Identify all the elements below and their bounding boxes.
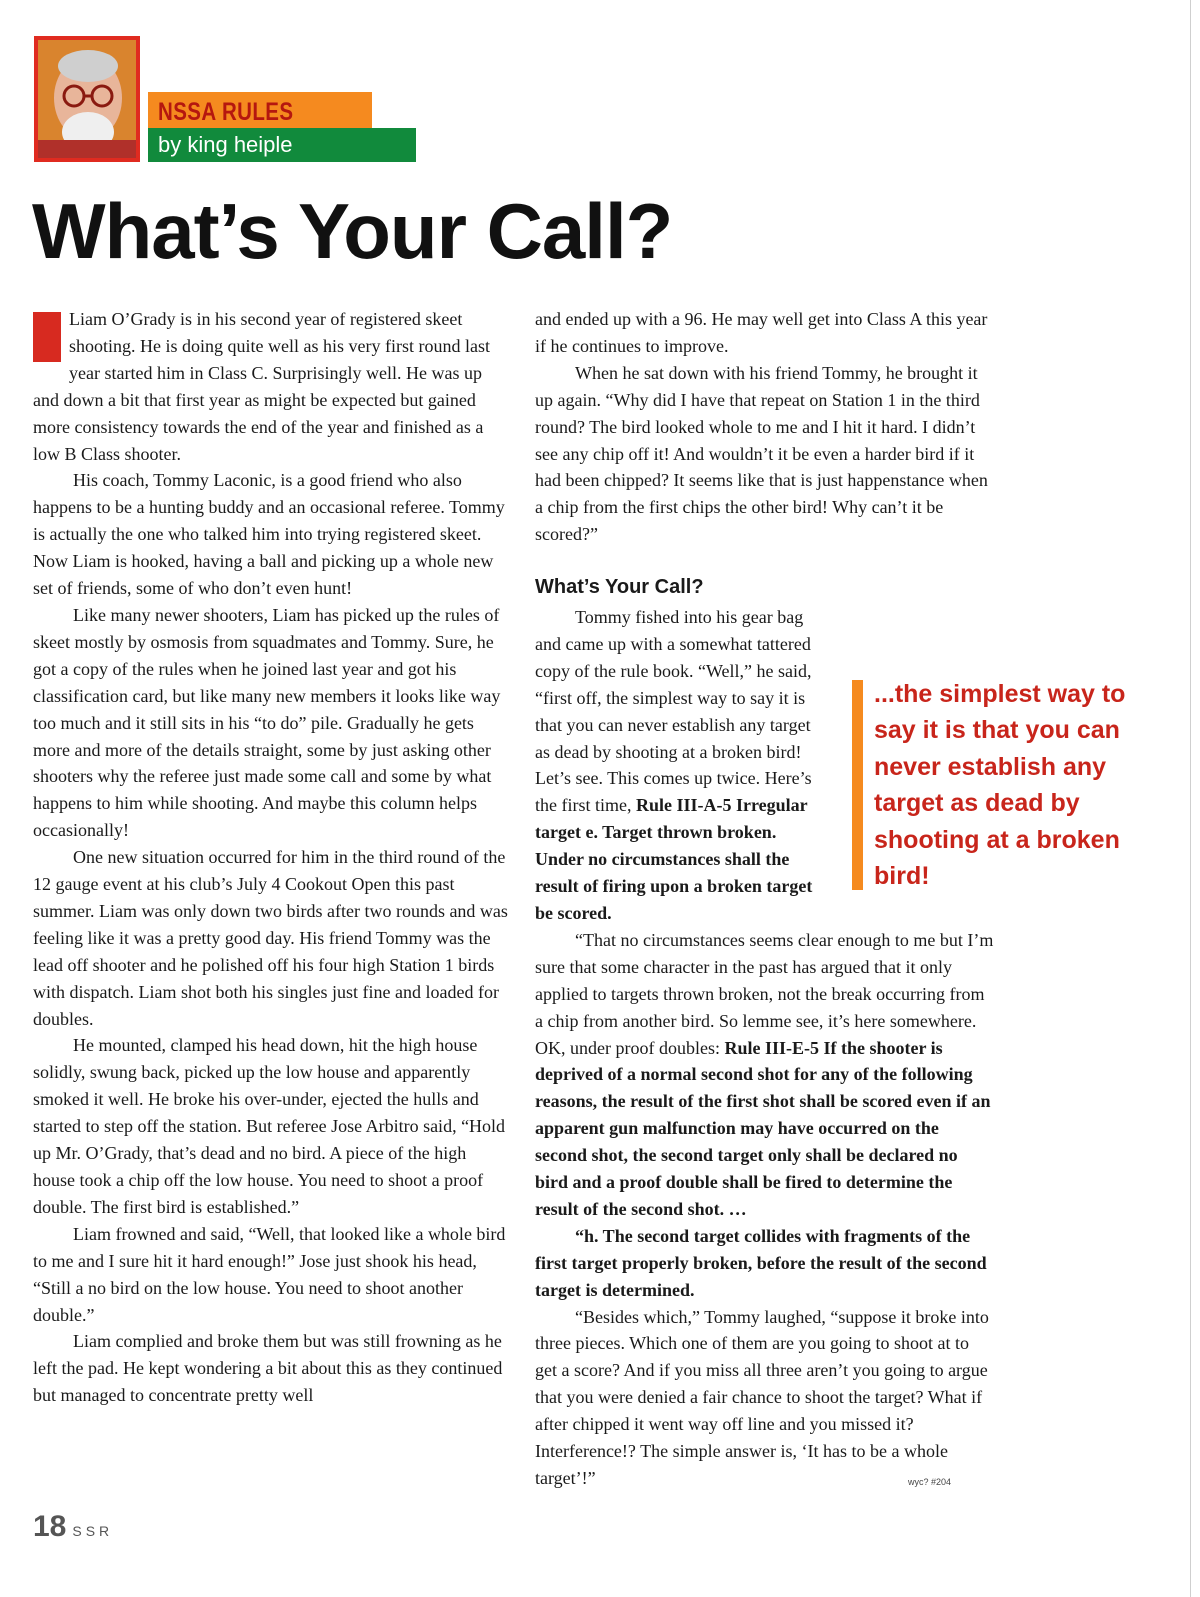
rule-text: Rule III-A-5 Irregular target e. Target thrown broken. Under no circumstances shall the result of firing upon a broken target be scored. <box>535 795 813 923</box>
paragraph: “Besides which,” Tommy laughed, “suppose it broke into three pieces. Which one of them are you going to shoot at to get a score? And if you miss all three aren’t you going to argue that you were denied a fair chance to shoot the target? What if after chipped it went way off line and you missed it? Interference!? The simple answer is, ‘It has to be a whole target’!” <box>535 1306 989 1488</box>
drop-cap <box>33 312 61 362</box>
paragraph: One new situation occurred for him in the third round of the 12 gauge event at his club’s July 4 Cookout Open this past summer. Liam was only down two birds after two rounds and was feeling like it was a pretty good day. His friend Tommy was the lead off shooter and he polished off his four high Station 1 birds with dispatch. Liam shot both his singles just fine and loaded for doubles. <box>33 847 508 1029</box>
rule-text: Rule III-E-5 If the shooter is deprived of a normal second shot for any of the following reasons, the result of the first shot shall be scored even if an apparent gun malfunction may have occurred on the second shot, the second target only shall be declared no bird and a proof double shall be fired to determine the result of the second shot. … <box>535 1037 991 1219</box>
rule-paragraph <box>535 1223 995 1304</box>
page-footer <box>33 1510 113 1544</box>
paragraph: Liam complied and broke them but was still frowning as he left the pad. He kept wondering a bit about this as they continued but managed to concentrate pretty well <box>33 1331 503 1406</box>
paragraph: and ended up with a 96. He may well get into Class A this year if he continues to improve. <box>535 309 988 356</box>
rule-text: “h. The second target collides with fragments of the first target properly broken, before the result of the second target is determined. <box>535 1225 987 1300</box>
right-column <box>535 306 995 601</box>
paragraph: Liam frowned and said, “Well, that looked like a whole bird to me and I sure hit it hard enough!” Jose just shook his head, “Still a no bird on the low house. You need to shoot another double.” <box>33 1223 506 1325</box>
paragraph: Liam O’Grady is in his second year of registered skeet shooting. He is doing quite well as his very first round last year started him in Class C. Surprisingly well. He was up and down a bit that first year as might be expected but gained more consistency towards the end of the year and finished as a low B Class shooter. <box>33 309 490 464</box>
paragraph-text: Tommy fished into his gear bag and came up with a somewhat tattered copy of the rule book. “Well,” he said, “first off, the simplest way to say it is that you can never establish any target as dead by shooting at a broken bird! Let’s see. This comes up twice. Here’s the first time, <box>535 607 812 816</box>
paragraph-text: “That no circumstances seems clear enough to me but I’m sure that some character in the past has argued that it only applied to targets thrown broken, not the break occurring from a chip from another bird. So lemme see, it’s here somewhere. OK, under proof doubles: <box>535 929 994 1058</box>
paragraph <box>535 927 995 1223</box>
left-column <box>33 306 511 1409</box>
pull-quote: ...the simplest way to say it is that you can never establish any target as dead by shooting at a broken bird! <box>874 680 1126 891</box>
section-label: NSSA RULES <box>158 98 294 126</box>
page-edge <box>1190 0 1200 1597</box>
subheading: What’s Your Call? <box>535 576 704 599</box>
paragraph: His coach, Tommy Laconic, is a good friend who also happens to be a hunting buddy and an occasional referee. Tommy is actually the one who talked him into trying registered skeet. Now Liam is hooked, having a ball and picking up a whole new set of friends, some of who don’t even hunt! <box>33 470 505 599</box>
paragraph: Like many newer shooters, Liam has picked up the rules of skeet mostly by osmosis from squadmates and Tommy. Sure, he got a copy of the rules when he joined last year and got his classification card, but like many new members it looks like way too much and it still sits in his “to do” pile. Gradually he gets more and more of the details straight, some by just asking other shooters why the referee just made some call and some by what happens to him while shooting. And maybe this column helps occasionally! <box>33 604 501 841</box>
author-portrait-icon <box>38 40 136 158</box>
byline: by king heiple <box>158 132 293 157</box>
pull-quote-bar <box>852 680 863 890</box>
article-title: What’s Your Call? <box>32 187 673 275</box>
author-photo <box>34 36 140 162</box>
magazine-name: SSR <box>72 1523 114 1539</box>
page-number: 18 <box>33 1510 67 1543</box>
article-tag: wyc? #204 <box>908 1477 952 1487</box>
paragraph: He mounted, clamped his head down, hit the high house solidly, swung back, picked up the low house and apparently smoked it well. He broke his over-under, ejected the hulls and started to step off the station. But referee Jose Arbitro said, “Hold up Mr. O’Grady, that’s dead and no bird. A piece of the high house took a chip off the low house. You need to shoot a proof double. The first bird is established.” <box>33 1035 506 1217</box>
paragraph: When he sat down with his friend Tommy, he brought it up again. “Why did I have that repeat on Station 1 in the third round? The bird looked whole to me and I hit it hard. I didn’t see any chip off it! And wouldn’t it be even a harder bird if it had been chipped? It seems like that is just happenstance when a chip from the first chips the other bird! Why can’t it be scored?” <box>535 362 988 545</box>
